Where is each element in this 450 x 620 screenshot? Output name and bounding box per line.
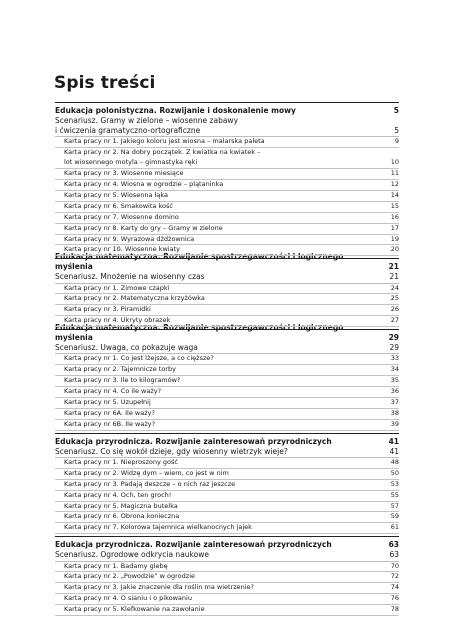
worksheet-entry [55, 572, 399, 583]
entry-page-number: 10 [390, 158, 399, 167]
worksheet-entry [55, 376, 399, 387]
entry-title: Karta pracy nr 2. Na dobry początek. Z kwiatka na kwiatek – lot wiosennego motyla – gimnastyka ręki [64, 148, 261, 167]
section-heading [55, 323, 399, 343]
entry-title: Karta pracy nr 5. Wiosenna łąka [64, 190, 168, 199]
worksheet-entry [55, 523, 399, 534]
section-heading [55, 536, 399, 550]
entry-page-number: 55 [390, 490, 399, 499]
entry-title: Karta pracy nr 6A. Ile waży? [64, 408, 155, 417]
section-page-number: 63 [388, 540, 399, 550]
entry-title: Karta pracy nr 3. Jakie znaczenie dla roślin ma wietrzenie? [64, 583, 255, 592]
entry-page-number: 63 [389, 550, 399, 560]
entry-title: Karta pracy nr 4. Co ile waży? [64, 387, 162, 396]
entry-page-number: 25 [390, 294, 399, 303]
worksheet-entry [55, 409, 399, 420]
scenario-entry [55, 343, 399, 354]
entry-page-number: 78 [390, 605, 399, 614]
entry-title: Karta pracy nr 2. „Powodzie” w ogrodzie [64, 572, 195, 581]
worksheet-entry [55, 224, 399, 235]
entry-title: Karta pracy nr 8. Karty do gry – Gramy w zielone [64, 223, 223, 232]
entry-title: Karta pracy nr 4. O sianiu i o pikowaniu [64, 594, 192, 603]
worksheet-entry [55, 512, 399, 523]
entry-title: Karta pracy nr 5. Uzupełnij [64, 398, 151, 407]
entry-title: Scenariusz. Co się wokół dzieje, gdy wiosenny wietrzyk wieje? [55, 446, 288, 456]
worksheet-entry [55, 316, 399, 327]
entry-title: Scenariusz. Ogrodowe odkrycia naukowe [55, 550, 209, 560]
worksheet-entry [55, 305, 399, 316]
entry-page-number: 33 [390, 354, 399, 363]
toc-section [55, 534, 399, 616]
worksheet-entry [55, 202, 399, 213]
worksheet-entry [55, 562, 399, 573]
worksheet-entry [55, 491, 399, 502]
entry-page-number: 12 [390, 180, 399, 189]
entry-title: Karta pracy nr 5. Klefkowanie na zawołanie [64, 605, 205, 614]
entry-page-number: 16 [390, 212, 399, 221]
entry-page-number: 37 [390, 398, 399, 407]
entry-title: Karta pracy nr 4. Ukryty obrazek [64, 316, 171, 325]
entry-title: Karta pracy nr 3. Wiosenne miesiące [64, 169, 184, 178]
section-page-number: 5 [393, 106, 399, 115]
entry-page-number: 48 [390, 457, 399, 466]
scenario-entry [55, 447, 399, 458]
entry-page-number: 15 [390, 201, 399, 210]
section-heading-text: Edukacja matematyczna. Rozwijanie spostrzegawczości i logicznego myślenia [55, 252, 344, 272]
entry-title: Karta pracy nr 9. Wyrazowa dżdżownica [64, 234, 195, 243]
section-page-number: 21 [388, 262, 399, 272]
entry-title: Karta pracy nr 7. Wiosenne domino [64, 212, 179, 221]
entry-title: Karta pracy nr 3. Padają deszcze – o nich raz jeszcze [64, 479, 236, 488]
worksheet-entry [55, 284, 399, 295]
scenario-entry [55, 272, 399, 283]
entry-title: Scenariusz. Uwaga, co pokazuje waga [55, 343, 198, 353]
entry-page-number: 53 [390, 479, 399, 488]
entry-title: Karta pracy nr 5. Magiczna butelka [64, 501, 178, 510]
entry-title: Karta pracy nr 4. Och, ten groch! [64, 490, 172, 499]
entry-page-number: 9 [394, 137, 399, 146]
entry-page-number: 34 [390, 365, 399, 374]
worksheet-entry [55, 137, 399, 148]
entry-title: Karta pracy nr 2. Matematyczna krzyżówka [64, 294, 205, 303]
entry-page-number: 19 [390, 234, 399, 243]
worksheet-entry [55, 469, 399, 480]
table-of-contents [55, 100, 399, 616]
worksheet-entry [55, 420, 399, 431]
section-heading-text: Edukacja matematyczna. Rozwijanie spostrzegawczości i logicznego myślenia [55, 323, 344, 343]
entry-page-number: 36 [390, 387, 399, 396]
entry-title: Karta pracy nr 1. Badamy glebę [64, 561, 168, 570]
worksheet-entry [55, 180, 399, 191]
worksheet-entry [55, 398, 399, 409]
worksheet-entry [55, 294, 399, 305]
section-heading-text: Edukacja przyrodnicza. Rozwijanie zainteresowań przyrodniczych [55, 436, 332, 446]
entry-page-number: 61 [390, 523, 399, 532]
entry-title: Karta pracy nr 6. Obrona konieczna [64, 512, 180, 521]
entry-title: Karta pracy nr 6. Smakowita kość [64, 201, 173, 210]
entry-page-number: 27 [390, 316, 399, 325]
entry-page-number: 5 [394, 126, 399, 136]
entry-page-number: 17 [390, 223, 399, 232]
entry-page-number: 59 [390, 512, 399, 521]
entry-page-number: 50 [390, 468, 399, 477]
worksheet-entry [55, 169, 399, 180]
section-page-number: 29 [388, 333, 399, 343]
entry-page-number: 38 [390, 408, 399, 417]
entry-title: Karta pracy nr 4. Wiosna w ogrodzie – plątaninka [64, 180, 224, 189]
section-heading-text: Edukacja polonistyczna. Rozwijanie i doskonalenie mowy [55, 106, 296, 115]
section-heading [55, 433, 399, 447]
entry-title: Karta pracy nr 1. Jakiego koloru jest wiosna – malarska paleta [64, 137, 265, 146]
worksheet-entry [55, 583, 399, 594]
worksheet-entry [55, 235, 399, 246]
entry-title: Karta pracy nr 1. Zimowe czapki [64, 283, 170, 292]
section-page-number: 41 [388, 436, 399, 446]
entry-page-number: 14 [390, 190, 399, 199]
entry-title: Karta pracy nr 1. Nieproszony gość [64, 457, 178, 466]
toc-section [55, 431, 399, 535]
scenario-entry [55, 550, 399, 561]
section-heading-text: Edukacja przyrodnicza. Rozwijanie zainteresowań przyrodniczych [55, 540, 332, 550]
worksheet-entry [55, 354, 399, 365]
page-title: Spis treści [54, 73, 156, 93]
entry-title: Karta pracy nr 1. Co jest lżejsze, a co cięższe? [64, 354, 214, 363]
worksheet-entry [55, 191, 399, 202]
entry-page-number: 72 [390, 572, 399, 581]
worksheet-entry [55, 245, 399, 256]
entry-page-number: 57 [390, 501, 399, 510]
toc-section [55, 100, 399, 256]
section-heading [55, 102, 399, 116]
entry-title: Karta pracy nr 7. Kolorowa tajemnica wielkanocnych jajek [64, 523, 252, 532]
section-heading [55, 252, 399, 272]
entry-page-number: 20 [390, 245, 399, 254]
entry-title: Karta pracy nr 10. Wiosenne kwiaty [64, 245, 180, 254]
worksheet-entry [55, 213, 399, 224]
worksheet-entry [55, 148, 399, 169]
entry-page-number: 35 [390, 376, 399, 385]
entry-page-number: 70 [390, 561, 399, 570]
entry-page-number: 26 [390, 305, 399, 314]
toc-section [55, 252, 399, 327]
entry-title: Karta pracy nr 2. Widzę dym – wiem, co jest w nim [64, 468, 229, 477]
entry-title: Scenariusz. Mnożenie na wiosenny czas [55, 272, 205, 282]
entry-page-number: 11 [390, 169, 399, 178]
entry-page-number: 41 [389, 446, 399, 456]
entry-page-number: 21 [389, 272, 399, 282]
entry-page-number: 39 [390, 419, 399, 428]
entry-title: Karta pracy nr 2. Tajemnicze torby [64, 365, 176, 374]
scenario-entry [55, 116, 399, 137]
entry-title: Karta pracy nr 3. Ile to kilogramów? [64, 376, 181, 385]
entry-page-number: 29 [389, 343, 399, 353]
worksheet-entry [55, 387, 399, 398]
worksheet-entry [55, 365, 399, 376]
worksheet-entry [55, 458, 399, 469]
worksheet-entry [55, 502, 399, 513]
entry-page-number: 76 [390, 594, 399, 603]
worksheet-entry [55, 594, 399, 605]
worksheet-entry [55, 480, 399, 491]
entry-page-number: 74 [390, 583, 399, 592]
entry-title: Scenariusz. Gramy w zielone – wiosenne zabawy i ćwiczenia gramatyczno-ortograficzne [55, 116, 239, 136]
entry-title: Karta pracy nr 3. Piramidki [64, 305, 151, 314]
toc-section [55, 323, 399, 431]
entry-page-number: 24 [390, 283, 399, 292]
worksheet-entry [55, 605, 399, 616]
entry-title: Karta pracy nr 6B. Ile waży? [64, 419, 156, 428]
